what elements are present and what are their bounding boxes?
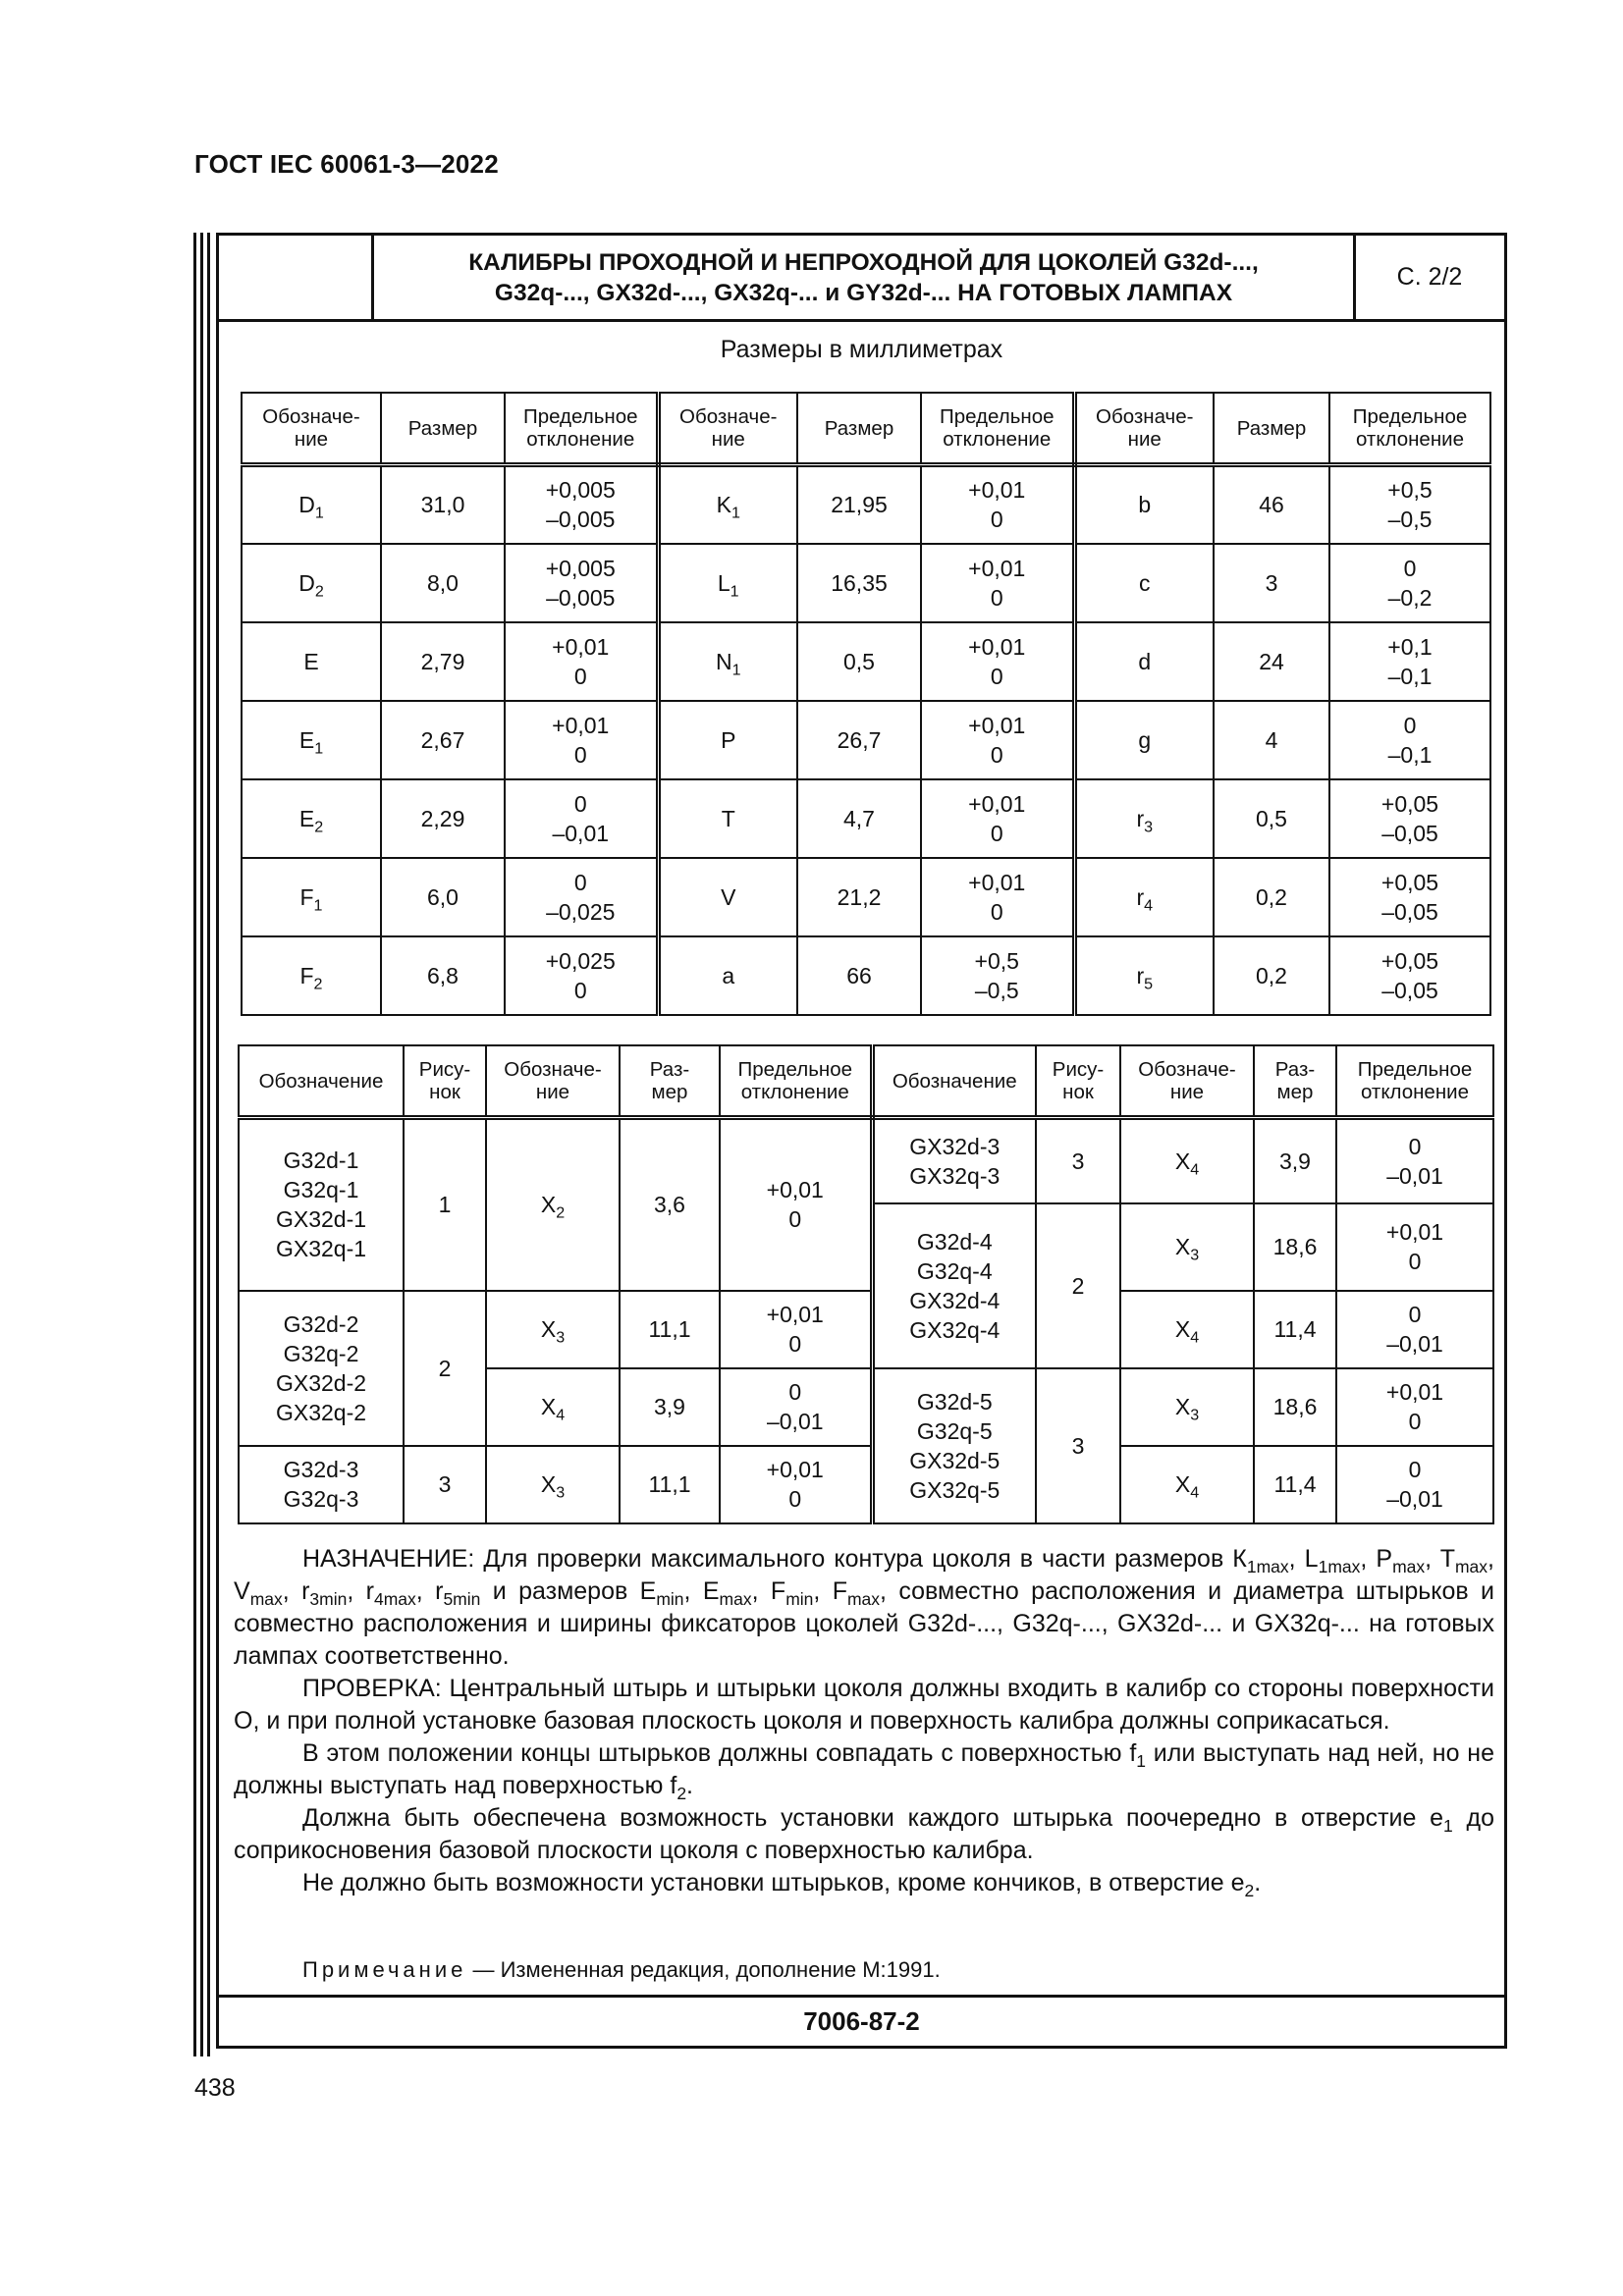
standard-header: ГОСТ IEC 60061-3—2022	[194, 149, 499, 179]
designation-cell: $D_1$	[242, 465, 381, 544]
margin-line	[207, 233, 210, 2056]
deviation-cell: +0,01 0	[1336, 1203, 1493, 1291]
size-cell: 0,2	[1214, 936, 1329, 1015]
size-cell: 2,67	[381, 701, 505, 779]
deviation-cell: +0,1 –0,1	[1329, 622, 1490, 701]
page-number: 438	[194, 2074, 236, 2102]
designation-cell: $L_1$	[658, 544, 797, 622]
designation-cell: $r_4$	[1074, 858, 1214, 936]
designation-cell: G32d-1 G32q-1 GX32d-1 GX32q-1	[239, 1118, 404, 1291]
designation-cell: E	[242, 622, 381, 701]
col-size: Размер	[1214, 393, 1329, 465]
designation-cell: $N_1$	[658, 622, 797, 701]
designation-cell: d	[1074, 622, 1214, 701]
note-label: Примечание	[302, 1957, 467, 1982]
col-deviation: Предельное отклонение	[720, 1045, 872, 1118]
deviation-cell: +0,005 –0,005	[505, 465, 658, 544]
col-x-designation: Обозначе- ние	[1120, 1045, 1254, 1118]
col-designation: Обозначение	[872, 1045, 1036, 1118]
size-cell: 0,5	[797, 622, 921, 701]
size-cell: 31,0	[381, 465, 505, 544]
size-cell: 18,6	[1254, 1368, 1336, 1446]
designation-cell: $E_2$	[242, 779, 381, 858]
no-insert-paragraph: Не должно быть возможности установки штырьков, кроме кончиков, в отверстие $e_2$.	[302, 1869, 1262, 1901]
deviation-cell: 0 –0,1	[1329, 701, 1490, 779]
col-figure: Рису- нок	[404, 1045, 486, 1118]
designation-cell: $D_2$	[242, 544, 381, 622]
deviation-cell: 0 –0,2	[1329, 544, 1490, 622]
deviation-cell: +0,01 0	[921, 858, 1074, 936]
deviation-cell: +0,01 0	[921, 544, 1074, 622]
size-cell: 0,5	[1214, 779, 1329, 858]
size-cell: 11,1	[620, 1446, 720, 1523]
figure-cell: 2	[1036, 1203, 1120, 1368]
designation-cell: $E_1$	[242, 701, 381, 779]
figure-cell: 1	[404, 1118, 486, 1291]
size-cell: 3,9	[620, 1368, 720, 1446]
col-size: Размер	[381, 393, 505, 465]
margin-line	[200, 233, 203, 2056]
col-x-designation: Обозначе- ние	[486, 1045, 620, 1118]
size-cell: 3,9	[1254, 1118, 1336, 1203]
table-row	[242, 779, 1490, 858]
designation-cell: V	[658, 858, 797, 936]
insert-paragraph: Должна быть обеспечена возможность установки каждого штырька поочередно в отверстие $e_1$ до соприкосновения базовой плоскости цоколя с поверхностью калибра.	[234, 1804, 1495, 1864]
size-cell: 66	[797, 936, 921, 1015]
note-text: — Измененная редакция, дополнение М:1991.	[466, 1957, 941, 1982]
figure-cell: 3	[1036, 1118, 1120, 1203]
col-designation: Обозначе- ние	[242, 393, 381, 465]
size-cell: 2,79	[381, 622, 505, 701]
designation-cell: G32d-3 G32q-3	[239, 1446, 404, 1523]
deviation-cell: +0,01 0	[505, 622, 658, 701]
deviation-cell: +0,05 –0,05	[1329, 936, 1490, 1015]
x-cell: $X_4$	[486, 1368, 620, 1446]
size-cell: 3,6	[620, 1118, 720, 1291]
x-cell: $X_3$	[1120, 1368, 1254, 1446]
title-line-1: КАЛИБРЫ ПРОХОДНОЙ И НЕПРОХОДНОЙ ДЛЯ ЦОКОЛЕЙ G32d-...,	[468, 248, 1259, 276]
note	[302, 1957, 941, 1983]
size-cell: 11,4	[1254, 1446, 1336, 1523]
x-cell: $X_3$	[486, 1446, 620, 1523]
x-cell: $X_3$	[486, 1291, 620, 1368]
units-caption: Размеры в миллиметрах	[720, 336, 1003, 363]
size-cell: 6,8	[381, 936, 505, 1015]
col-deviation: Предельное отклонение	[921, 393, 1074, 465]
table-row	[242, 701, 1490, 779]
x-cell: $X_2$	[486, 1118, 620, 1291]
designation-cell: b	[1074, 465, 1214, 544]
col-size: Раз- мер	[1254, 1045, 1336, 1118]
deviation-cell: +0,01 0	[1336, 1368, 1493, 1446]
col-designation: Обозначе- ние	[658, 393, 797, 465]
title-empty-cell	[219, 236, 374, 319]
col-size: Размер	[797, 393, 921, 465]
size-cell: 4	[1214, 701, 1329, 779]
designation-cell: c	[1074, 544, 1214, 622]
size-cell: 2,29	[381, 779, 505, 858]
deviation-cell: +0,05 –0,05	[1329, 858, 1490, 936]
designation-cell: $r_3$	[1074, 779, 1214, 858]
figure-cell: 3	[1036, 1368, 1120, 1523]
designation-cell: G32d-2 G32q-2 GX32d-2 GX32q-2	[239, 1291, 404, 1446]
size-cell: 3	[1214, 544, 1329, 622]
check-paragraph: ПРОВЕРКА: Центральный штырь и штырьки цоколя должны входить в калибр со стороны поверхности О, и при полной установке базовая плоскость цоколя и поверхность калибра должны соприкасаться.	[234, 1675, 1494, 1735]
designation-cell: $F_2$	[242, 936, 381, 1015]
margin-line	[193, 233, 196, 2056]
table-row	[242, 858, 1490, 936]
deviation-cell: +0,5 –0,5	[1329, 465, 1490, 544]
deviation-cell: 0 –0,01	[720, 1368, 872, 1446]
figure-cell: 3	[404, 1446, 486, 1523]
deviation-cell: +0,005 –0,005	[505, 544, 658, 622]
sheet-code: 7006-87-2	[219, 1995, 1504, 2046]
deviation-cell: +0,01 0	[720, 1118, 872, 1291]
size-cell: 4,7	[797, 779, 921, 858]
col-size: Раз- мер	[620, 1045, 720, 1118]
size-cell: 16,35	[797, 544, 921, 622]
col-deviation: Предельное отклонение	[1329, 393, 1490, 465]
deviation-cell: +0,01 0	[505, 701, 658, 779]
size-cell: 21,95	[797, 465, 921, 544]
deviation-cell: 0 –0,01	[1336, 1291, 1493, 1368]
size-cell: 8,0	[381, 544, 505, 622]
deviation-cell: +0,01 0	[720, 1446, 872, 1523]
designation-cell: $r_5$	[1074, 936, 1214, 1015]
deviation-cell: +0,01 0	[921, 465, 1074, 544]
purpose-paragraph: НАЗНАЧЕНИЕ: Для проверки максимального контура цоколя в части размеров $К_{1max}$, $L_{1max}$, $P_{max}$, $T_{max}$, $V_{max}$, $r_{3min}$, $r_{4max}$, $r_{5min}$ и размеров $E_{min}$, $E_{max}$, $F_{min}$, $F_{max}$, совместно расположения и диаметра штырьков и совместно расположения и ширины фиксаторов цоколей G32d-..., G32q-..., GX32d-... и GX32q-... на готовых лампах соответственно.	[234, 1545, 1495, 1670]
designation-cell: $K_1$	[658, 465, 797, 544]
x-cell: $X_4$	[1120, 1446, 1254, 1523]
size-cell: 0,2	[1214, 858, 1329, 936]
sheet-frame	[216, 233, 1507, 2049]
dimensions-table	[241, 392, 1491, 1016]
x-cell: $X_4$	[1120, 1118, 1254, 1203]
size-cell: 11,1	[620, 1291, 720, 1368]
size-cell: 24	[1214, 622, 1329, 701]
designation-cell: T	[658, 779, 797, 858]
gauge-x-table	[238, 1044, 1494, 1524]
designation-cell: P	[658, 701, 797, 779]
deviation-cell: +0,01 0	[921, 622, 1074, 701]
size-cell: 46	[1214, 465, 1329, 544]
figure-cell: 2	[404, 1291, 486, 1446]
deviation-cell: +0,01 0	[921, 779, 1074, 858]
deviation-cell: +0,025 0	[505, 936, 658, 1015]
sheet-title	[374, 236, 1356, 319]
size-cell: 6,0	[381, 858, 505, 936]
deviation-cell: +0,01 0	[921, 701, 1074, 779]
designation-cell: G32d-4 G32q-4 GX32d-4 GX32q-4	[872, 1203, 1036, 1368]
size-cell: 11,4	[1254, 1291, 1336, 1368]
col-designation: Обозначе- ние	[1074, 393, 1214, 465]
size-cell: 26,7	[797, 701, 921, 779]
deviation-cell: 0 –0,01	[1336, 1118, 1493, 1203]
deviation-cell: +0,01 0	[720, 1291, 872, 1368]
col-deviation: Предельное отклонение	[1336, 1045, 1493, 1118]
deviation-cell: 0 –0,01	[505, 779, 658, 858]
x-cell: $X_3$	[1120, 1203, 1254, 1291]
col-deviation: Предельное отклонение	[505, 393, 658, 465]
table-row	[242, 544, 1490, 622]
table-row	[242, 622, 1490, 701]
position-paragraph: В этом положении концы штырьков должны совпадать с поверхностью $f_1$ или выступать над ней, но не должны выступать над поверхностью $f_2$.	[234, 1739, 1494, 1804]
col-figure: Рису- нок	[1036, 1045, 1120, 1118]
table-row	[242, 465, 1490, 544]
designation-cell: g	[1074, 701, 1214, 779]
deviation-cell: +0,05 –0,05	[1329, 779, 1490, 858]
designation-cell: a	[658, 936, 797, 1015]
deviation-cell: 0 –0,025	[505, 858, 658, 936]
x-cell: $X_4$	[1120, 1291, 1254, 1368]
deviation-cell: +0,5 –0,5	[921, 936, 1074, 1015]
designation-cell: $F_1$	[242, 858, 381, 936]
table-row	[242, 936, 1490, 1015]
sheet-number: С. 2/2	[1396, 263, 1463, 291]
title-block	[219, 236, 1504, 322]
title-line-2: G32q-..., GX32d-..., GX32q-... и GY32d-... НА ГОТОВЫХ ЛАМПАХ	[494, 279, 1233, 306]
size-cell: 18,6	[1254, 1203, 1336, 1291]
designation-cell: G32d-5 G32q-5 GX32d-5 GX32q-5	[872, 1368, 1036, 1523]
designation-cell: GX32d-3 GX32q-3	[872, 1118, 1036, 1203]
size-cell: 21,2	[797, 858, 921, 936]
col-designation: Обозначение	[239, 1045, 404, 1118]
deviation-cell: 0 –0,01	[1336, 1446, 1493, 1523]
body-text	[234, 1543, 1494, 1899]
